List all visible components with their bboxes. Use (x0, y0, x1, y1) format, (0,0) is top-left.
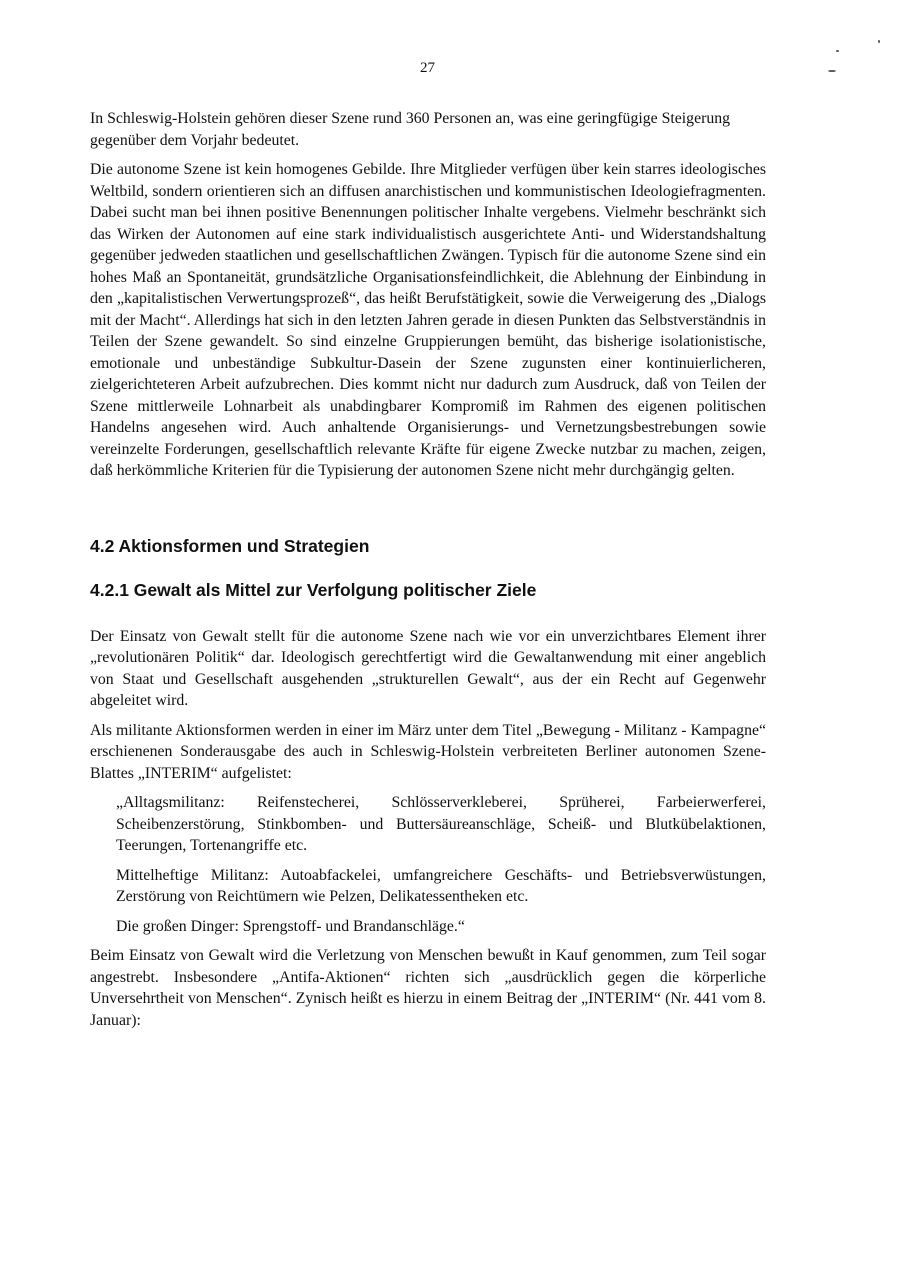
paragraph-body-2: Als militante Aktionsformen werden in einer im März unter dem Titel „Bewegung - Militanz - Kampagne“ erschienenen Sonderausgabe des auch in Schleswig-Holstein verbreiteten Berliner autonomen Szene-Blattes „INTERIM“ aufgelistet: (90, 721, 766, 782)
quote-paragraph-3: Die großen Dinger: Sprengstoff- und Brandanschläge.“ (116, 917, 465, 935)
section-heading: 4.2 Aktionsformen und Strategien (90, 535, 370, 556)
paragraph-intro-2: Die autonome Szene ist kein homogenes Gebilde. Ihre Mitglieder verfügen über kein starres ideologisches Weltbild, sondern orientieren sich an diffusen anarchistischen und kommunistischen Ideologiefragmenten. Dabei sucht man bei ihnen positive Benennungen politischer Inhalte vergebens. Vielmehr beschränkt sich das Wirken der Autonomen auf eine stark individualistisch ausgerichtete Anti- und Widerstandshaltung gegenüber jedweden staatlichen und gesellschaftlichen Zwängen. Typisch für die autonome Szene sind ein hohes Maß an Spontaneität, grundsätzliche Organisationsfeindlichkeit, die Ablehnung der Einbindung in den „kapitalistischen Verwertungsprozeß“, das heißt Berufstätigkeit, sowie die Verweigerung des „Dialogs mit der Macht“. Allerdings hat sich in den letzten Jahren gerade in diesen Punkten das Selbstverständnis in Teilen der Szene gewandelt. So sind einzelne Gruppierungen bemüht, das bisherige isolationistische, emotionale und unbeständige Subkultur-Dasein der Szene zugunsten einer kontinuierlicheren, zielgerichteteren Arbeit aufzubrechen. Dies kommt nicht nur dadurch zum Ausdruck, daß von Teilen der Szene mittlerweile Lohnarbeit als unabdingbarer Kompromiß im Rahmen des eigenen politischen Handelns angesehen wird. Auch anhaltende Organisierungs- und Vernetzungsbestrebungen sowie vereinzelte Forderungen, gesellschaftlich relevante Kräfte für eigene Zwecke nutzbar zu machen, zeigen, daß herkömmliche Kriterien für die Typisierung der autonomen Szene nicht mehr durchgängig gelten. (90, 161, 766, 479)
paragraph-final: Beim Einsatz von Gewalt wird die Verletzung von Menschen bewußt in Kauf genommen, zum Teil sogar angestrebt. Insbesondere „Antifa-Aktionen“ richten sich „ausdrücklich gegen die körperliche Unversehrtheit von Menschen“. Zynisch heißt es hierzu in einem Beitrag der „INTERIM“ (Nr. 441 vom 8. Januar): (90, 947, 766, 1029)
block-quote (116, 792, 766, 937)
page-number: 27 (420, 60, 435, 76)
paragraph-body-1: Der Einsatz von Gewalt stellt für die autonome Szene nach wie vor ein unverzichtbares Element ihrer „revolutionären Politik“ dar. Ideologisch gerechtfertigt wird die Gewaltanwendung mit einer angeblich von Staat und Gesellschaft ausgehenden „strukturellen Gewalt“, aus der ein Recht auf Gegenwehr abgeleitet wird. (90, 627, 766, 709)
quote-paragraph-2: Mittelheftige Militanz: Autoabfackelei, umfangreichere Geschäfts- und Betriebsverwüstungen, Zerstörung von Reichtümern wie Pelzen, Delikatessentheken etc. (116, 866, 766, 905)
quote-paragraph-1: „Alltagsmilitanz: Reifenstecherei, Schlösserverkleberei, Sprüherei, Farbeierwerferei, Scheibenzerstörung, Stinkbomben- und Buttersäureanschläge, Scheiß- und Blutkübelaktionen, Teerungen, Tortenangriffe etc. (116, 794, 766, 854)
document-body (90, 108, 766, 1039)
scan-speck (836, 50, 839, 52)
paragraph-intro-1: In Schleswig-Holstein gehören dieser Szene rund 360 Personen an, was eine geringfügige Steigerung gegenüber dem Vorjahr bedeutet. (90, 110, 731, 149)
scan-speck (828, 70, 836, 72)
subsection-heading: 4.2.1 Gewalt als Mittel zur Verfolgung politischer Ziele (90, 579, 537, 600)
scan-speck (878, 40, 880, 43)
